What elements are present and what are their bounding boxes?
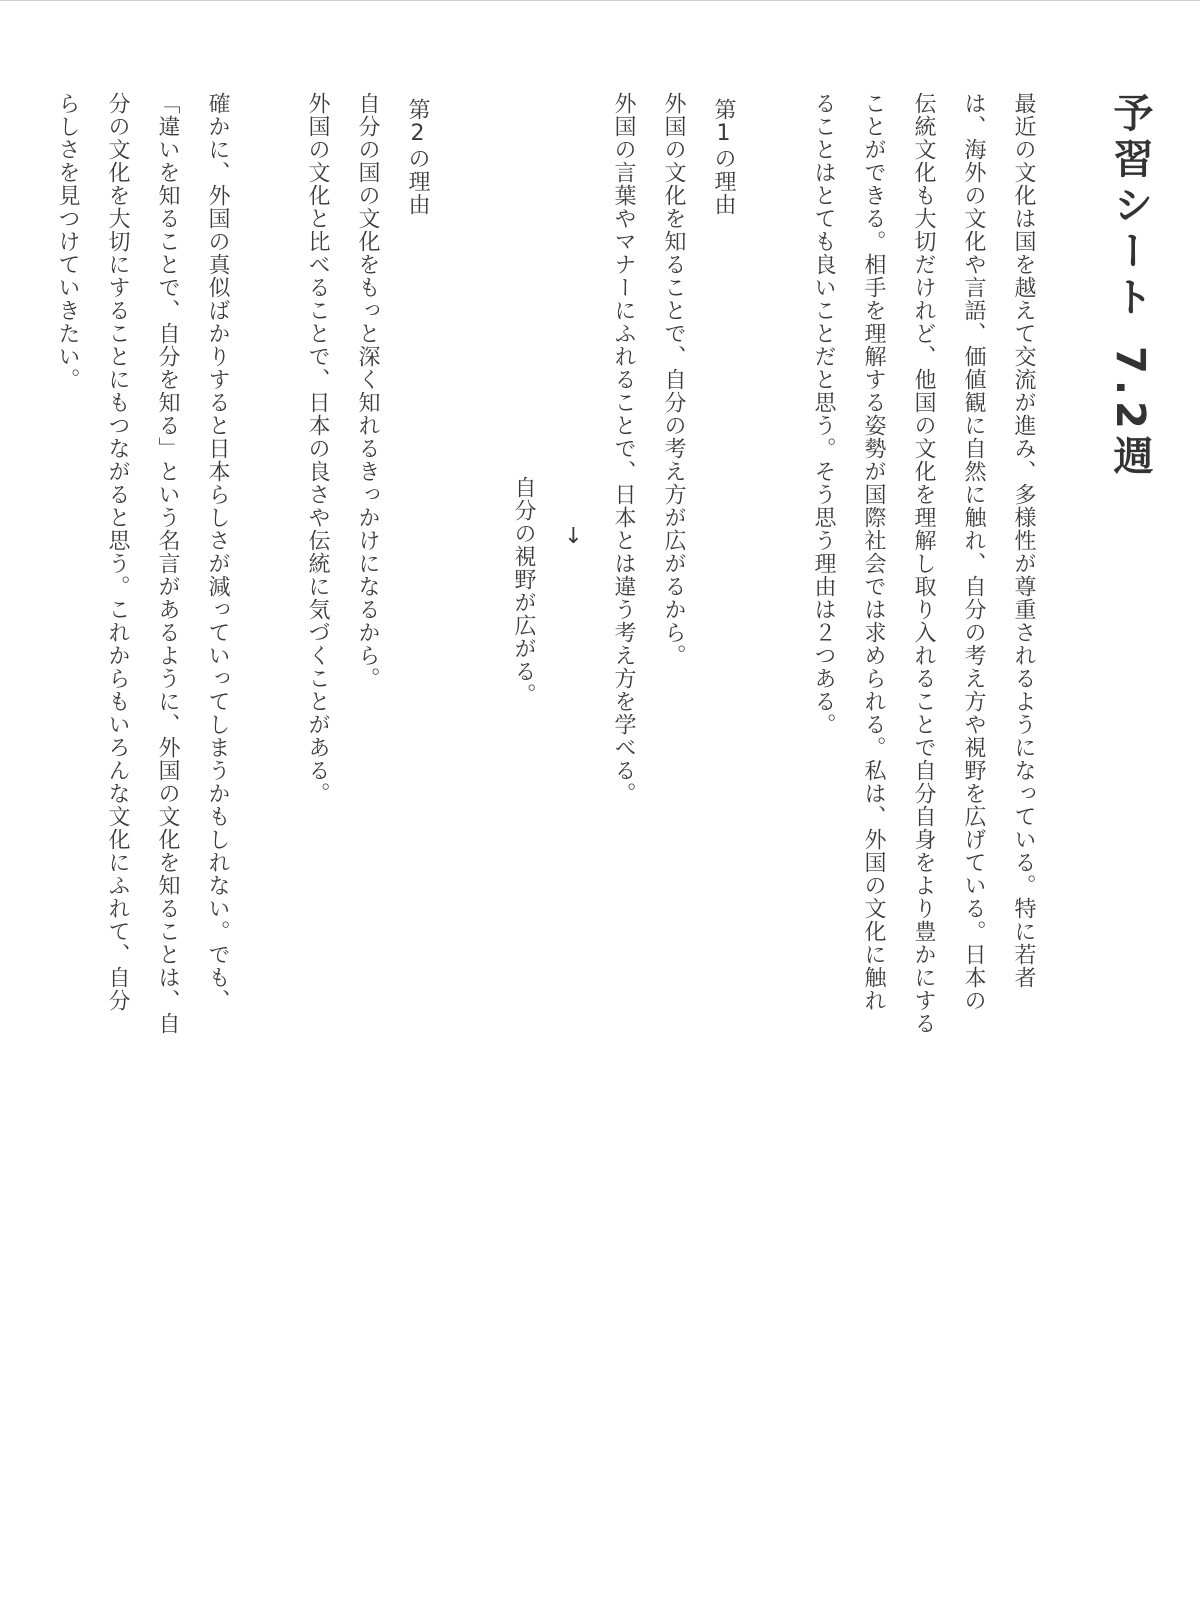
down-arrow-icon: ↓ (561, 524, 586, 550)
intro-line: ことができる。相手を理解する姿勢が国際社会では求められる。私は、外国の文化に触れ (861, 92, 886, 1012)
reason-1-result: 自分の視野が広がる。 (511, 476, 536, 706)
worksheet-page (55, 92, 1160, 1572)
reason-1-line: 外国の文化を知ることで、自分の考え方が広がるから。 (661, 92, 686, 667)
closing-line: 「違いを知ることで、自分を知る」という名言があるように、外国の文化を知ることは、自 (155, 92, 180, 1035)
intro-paragraph (798, 92, 1048, 1572)
reason-2-line: 外国の文化と比べることで、日本の良さや伝統に気づくことがある。 (305, 92, 330, 805)
intro-line: 伝統文化も大切だけれど、他国の文化を理解し取り入れることで自分自身をより豊かにする (911, 92, 936, 1035)
worksheet-title (1100, 92, 1160, 1572)
reason-2-section (292, 92, 442, 1572)
intro-line: ることはとても良いことだと思う。そう思う理由は２つある。 (811, 92, 836, 736)
title-text: 予習シート (1107, 92, 1153, 322)
intro-line: は、海外の文化や言語、価値観に自然に触れ、自分の考え方や視野を広げている。日本の (961, 92, 986, 1012)
reason-1-heading: 第1の理由 (711, 98, 736, 216)
closing-line: 分の文化を大切にすることにもつながると思う。これからもいろんな文化にふれて、自分 (105, 92, 130, 1012)
reason-2-line: 自分の国の文化をもっと深く知れるきっかけになるから。 (355, 92, 380, 690)
reason-1-section (498, 92, 748, 1572)
closing-line: 確かに、外国の真似ばかりすると日本らしさが減っていってしまうかもしれない。でも、 (205, 92, 230, 1012)
intro-line: 最近の文化は国を越えて交流が進み、多様性が尊重されるようになっている。特に若者 (1011, 92, 1036, 989)
closing-paragraph (42, 92, 242, 1572)
reason-2-heading: 第2の理由 (405, 98, 430, 216)
title-week: 7.2週 (1107, 346, 1153, 481)
closing-line: らしさを見つけていきたい。 (55, 92, 80, 391)
top-divider (0, 0, 1200, 1)
reason-1-line: 外国の言葉やマナーにふれることで、日本とは違う考え方を学べる。 (611, 92, 636, 805)
